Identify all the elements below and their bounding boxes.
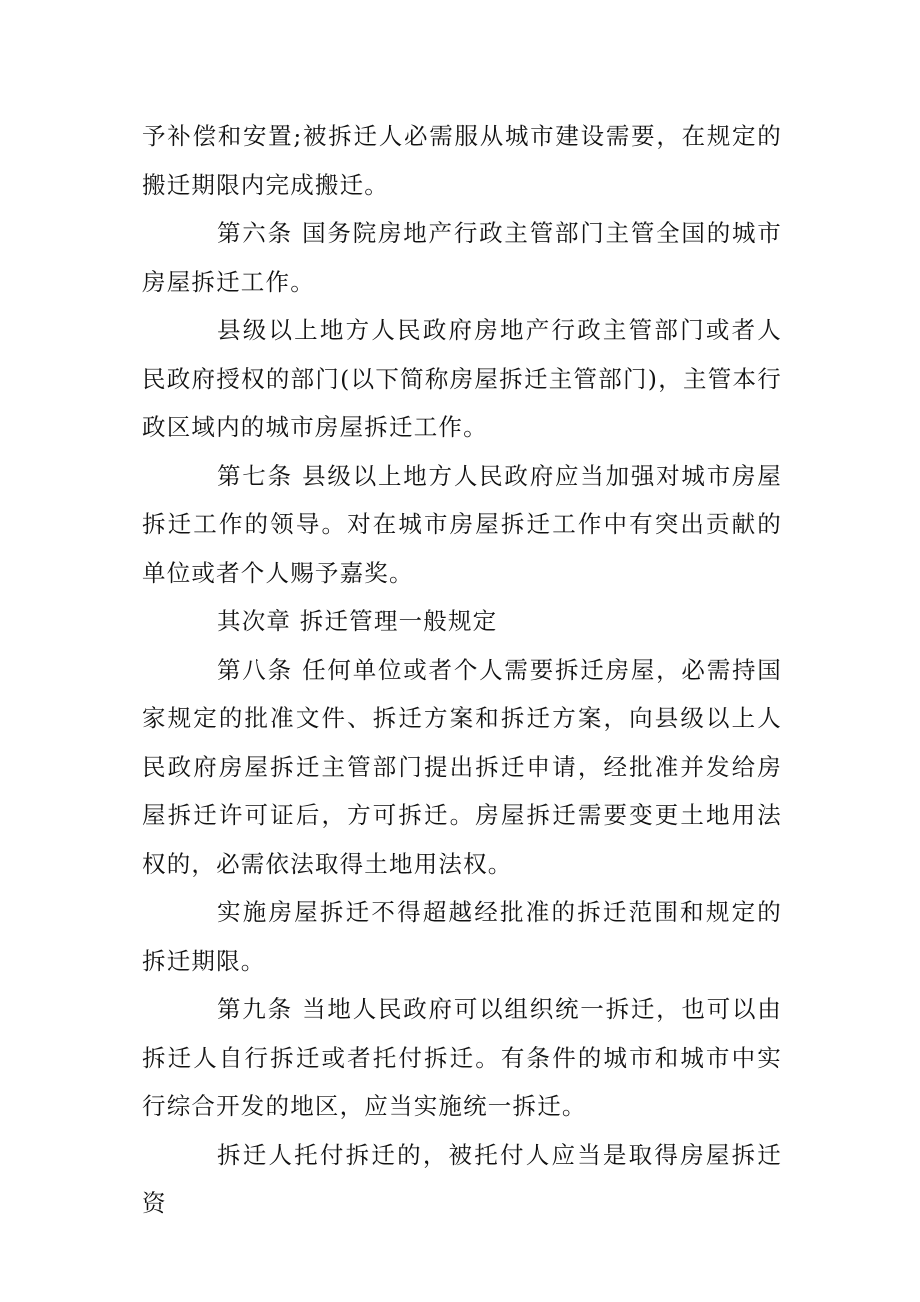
paragraph-article-8: 第八条 任何单位或者个人需要拆迁房屋，必需持国家规定的批准文件、拆迁方案和拆迁方案，向县级以上人民政府房屋拆迁主管部门提出拆迁申请，经批准并发给房屋拆迁许可证后，方可拆迁。房屋拆迁需要变更土地用法权的，必需依法取得土地用法权。 bbox=[142, 655, 782, 878]
paragraph-article-9: 第九条 当地人民政府可以组织统一拆迁，也可以由拆迁人自行拆迁或者托付拆迁。有条件的城市和城市中实行综合开发的地区，应当实施统一拆迁。 bbox=[142, 995, 782, 1120]
paragraph-article-7: 第七条 县级以上地方人民政府应当加强对城市房屋拆迁工作的领导。对在城市房屋拆迁工作中有突出贡献的单位或者个人赐予嘉奖。 bbox=[142, 461, 782, 587]
document-body bbox=[142, 112, 782, 1228]
chapter-heading: 其次章 拆迁管理一般规定 bbox=[217, 607, 498, 635]
paragraph-compensation: 予补偿和安置;被拆迁人必需服从城市建设需要，在规定的搬迁期限内完成搬迁。 bbox=[142, 122, 782, 199]
paragraph-county-authority: 县级以上地方人民政府房地产行政主管部门或者人民政府授权的部门(以下简称房屋拆迁主管部门)，主管本行政区域内的城市房屋拆迁工作。 bbox=[142, 316, 782, 441]
paragraph-article-6: 第六条 国务院房地产行政主管部门主管全国的城市房屋拆迁工作。 bbox=[142, 219, 782, 296]
paragraph-demolition-scope: 实施房屋拆迁不得超越经批准的拆迁范围和规定的拆迁期限。 bbox=[142, 898, 782, 975]
paragraph-entrusted-demolition: 拆迁人托付拆迁的，被托付人应当是取得房屋拆迁资 bbox=[142, 1140, 782, 1217]
